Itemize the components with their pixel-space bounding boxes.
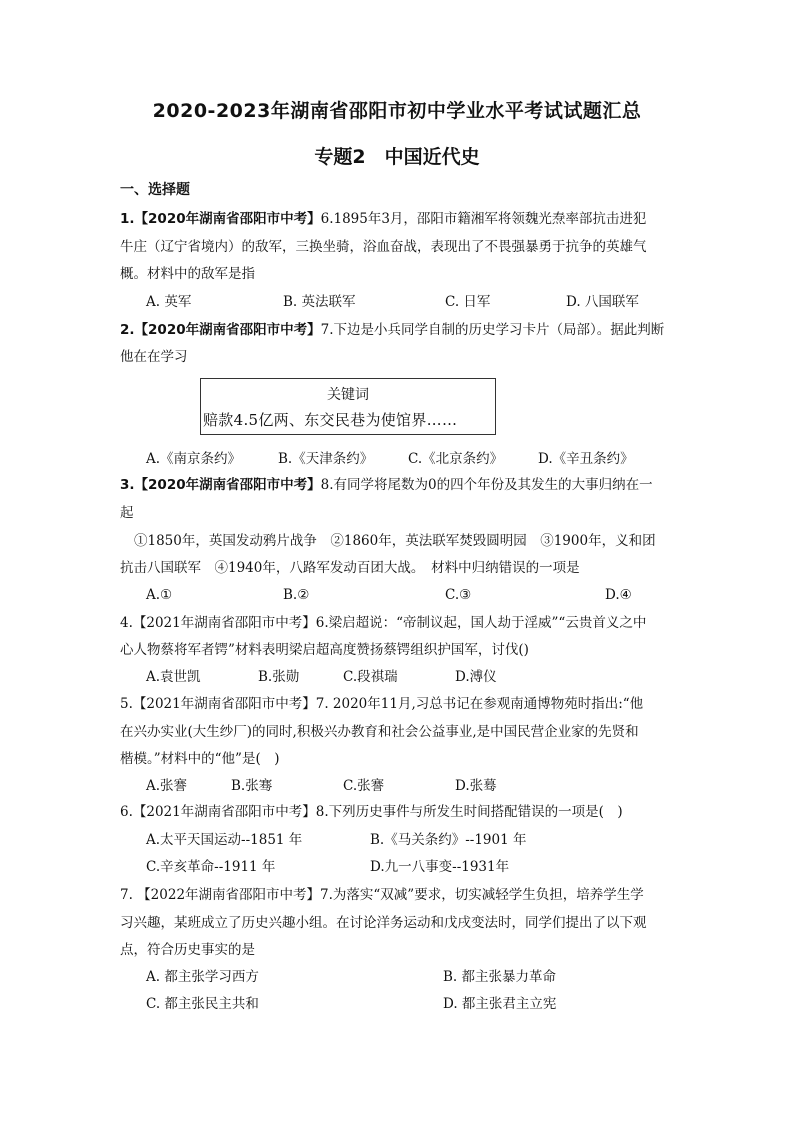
q2-line-2: 他在在学习 — [120, 349, 188, 365]
card-title: 关键词 — [327, 387, 369, 403]
q5-option-a: A.张謇 — [146, 778, 188, 794]
q7-line-3: 点，符合历史事实的是 — [120, 942, 255, 958]
q1-option-b: B. 英法联军 — [283, 294, 356, 310]
q7-line-2: 习兴趣，某班成立了历史兴趣小组。在讨论洋务运动和戊戌变法时，同学们提出了以下观 — [120, 915, 647, 931]
q3-source: 【2020年湖南省邵阳市中考】 — [134, 477, 321, 493]
card-body: 赔款4.5亿两、东交民巷为使馆界…… — [203, 411, 458, 429]
q3-line-1 — [120, 475, 653, 495]
q3-option-d: D.④ — [605, 587, 632, 603]
q4-line-2: 心人物蔡将军者锷”材料表明梁启超高度赞扬蔡锷组织护国军，讨伐() — [120, 642, 529, 658]
q6-option-b: B.《马关条约》--1901 年 — [370, 832, 527, 848]
history-keyword-card — [200, 378, 496, 435]
q7-option-c: C. 都主张民主共和 — [146, 996, 259, 1012]
q1-option-c: C. 日军 — [445, 294, 491, 310]
q6-option-c: C.辛亥革命--1911 年 — [146, 859, 276, 875]
q4-option-b: B.张勋 — [258, 669, 300, 685]
q1-option-a: A. 英军 — [146, 294, 192, 310]
q4-option-c: C.段祺瑞 — [343, 669, 398, 685]
page-title: 2020-2023年湖南省邵阳市初中学业水平考试试题汇总 — [152, 100, 642, 122]
q2-option-d: D.《辛丑条约》 — [538, 451, 634, 467]
q3-option-c: C.③ — [445, 587, 472, 603]
q1-line-3: 概。材料中的敌军是指 — [120, 266, 255, 282]
q6-option-a: A.太平天国运动--1851 年 — [146, 832, 303, 848]
q7-option-b: B. 都主张暴力革命 — [443, 969, 557, 985]
q7-line-1: 7. 【2022年湖南省邵阳市中考】7.为落实“双减”要求，切实减轻学生负担，培养学生学 — [120, 887, 644, 903]
q3-line-2: 起 — [120, 505, 134, 521]
q2-option-b: B.《天津条约》 — [278, 451, 374, 467]
q2-line-1 — [120, 320, 664, 340]
q4-option-a: A.袁世凯 — [146, 669, 201, 685]
q1-number: 1. — [120, 211, 135, 227]
q3-option-a: A.① — [146, 587, 173, 603]
q3-option-b: B.② — [283, 587, 310, 603]
q3-line-4: 抗击八国联军 ④1940年，八路军发动百团大战。 材料中归纳错误的一项是 — [120, 560, 580, 576]
q1-source: 【2020年湖南省邵阳市中考】 — [134, 211, 321, 227]
q2-option-c: C.《北京条约》 — [408, 451, 504, 467]
q1-option-d: D. 八国联军 — [566, 294, 639, 310]
q5-option-d: D.张蓦 — [455, 778, 497, 794]
q1-text: 6.1895年3月，邵阳市籍湘军将领魏光焘率部抗击进犯 — [320, 211, 647, 227]
q5-option-b: B.张骞 — [231, 778, 273, 794]
q2-source: 【2020年湖南省邵阳市中考】 — [134, 322, 321, 338]
q4-option-d: D.溥仪 — [455, 669, 497, 685]
q2-option-a: A.《南京条约》 — [146, 451, 242, 467]
q2-number: 2. — [120, 322, 135, 338]
q5-line-1: 5.【2021年湖南省邵阳市中考】7. 2020年11月,习总书记在参观南通博物苑时指出:“他 — [120, 696, 644, 712]
section-heading: 一、选择题 — [120, 182, 190, 198]
page-subtitle: 专题2 中国近代史 — [314, 146, 480, 168]
q6-option-d: D.九一八事变--1931年 — [370, 859, 510, 875]
q3-text: 8.有同学将尾数为0的四个年份及其发生的大事归纳在一 — [320, 477, 653, 493]
q1-line-2: 牛庄（辽宁省境内）的敌军，三换坐骑，浴血奋战，表现出了不畏强暴勇于抗争的英雄气 — [120, 239, 647, 255]
q3-line-3: ①1850年，英国发动鸦片战争 ②1860年，英法联军焚毁圆明园 ③1900年，义和团 — [134, 533, 656, 549]
q7-option-a: A. 都主张学习西方 — [146, 969, 259, 985]
q5-line-2: 在兴办实业(大生纱厂)的同时,积极兴办教育和社会公益事业,是中国民营企业家的先贤和 — [120, 724, 639, 740]
q4-line-1: 4.【2021年湖南省邵阳市中考】6.梁启超说：“帝制议起，国人劫于淫威”“云贵首义之中 — [120, 615, 647, 631]
q5-line-3: 楷模。”材料中的“他”是( ) — [120, 751, 280, 767]
q2-text: 7.下边是小兵同学自制的历史学习卡片（局部）。据此判断 — [320, 322, 665, 338]
q3-number: 3. — [120, 477, 135, 493]
q1-line-1 — [120, 209, 646, 229]
q5-option-c: C.张謇 — [343, 778, 385, 794]
q7-option-d: D. 都主张君主立宪 — [443, 996, 557, 1012]
q6-line-1: 6.【2021年湖南省邵阳市中考】8.下列历史事件与所发生时间搭配错误的一项是( ) — [120, 804, 623, 820]
